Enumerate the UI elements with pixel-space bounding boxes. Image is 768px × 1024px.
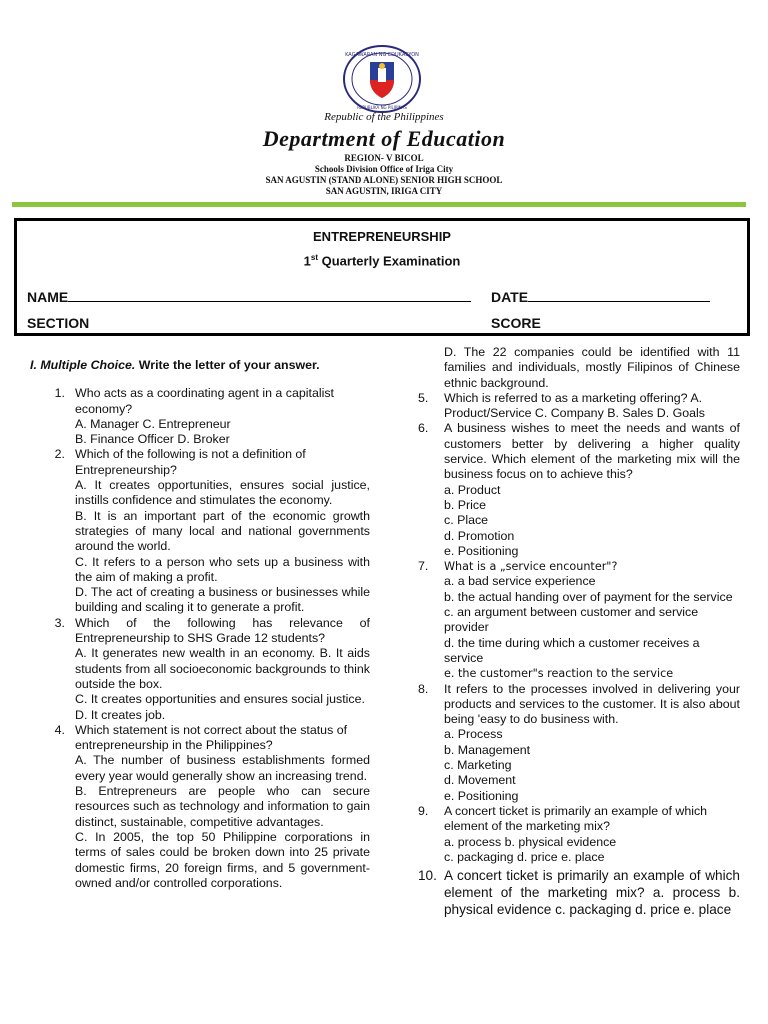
department-title: Department of Education <box>262 126 506 151</box>
quarter-suffix: st <box>310 253 319 262</box>
answer-option: c. an argument between customer and service provider <box>444 605 699 635</box>
section-heading <box>30 358 370 373</box>
answer-option: c. Place <box>444 513 489 528</box>
question-number: 6. <box>418 421 429 436</box>
question-6 <box>418 421 740 559</box>
question-text: A concert ticket is primarily an example of which element of the marketing mix? <box>444 803 708 834</box>
section-field: SECTION <box>27 315 90 331</box>
answer-option: D. The 22 companies could be identified with 11 families and individuals, mostly Filipinos of Chinese ethnic background. <box>444 345 740 390</box>
name-field[interactable] <box>27 289 471 305</box>
letterhead <box>0 0 768 210</box>
answer-option: e. the customer"s reaction to the service <box>444 667 674 681</box>
date-blank[interactable] <box>528 290 710 302</box>
answer-option: B. It is an important part of the economic growth strategies of many local and national governments around the world. <box>75 508 370 554</box>
answer-option: e. Positioning <box>444 788 519 803</box>
name-label: NAME <box>27 289 69 305</box>
answer-option: a. Product <box>444 482 501 497</box>
question-text: A business wishes to meet the needs and wants of customers better by delivering a higher quality service. Which element of the marketing mix will the business focus on to achieve this? <box>444 421 740 482</box>
answer-option: C. It creates opportunities and ensures social justice. <box>75 692 365 707</box>
answer-option: C. In 2005, the top 50 Philippine corporations in terms of sales could be broken down into 25 private domestic firms, 20 foreign firms, and 5 government-owned and/or controlled corporations. <box>75 829 370 890</box>
answer-option: a. a bad service experience <box>444 574 596 589</box>
date-label: DATE <box>491 289 529 305</box>
question-text: Which of the following has relevance of Entrepreneurship to SHS Grade 12 students? <box>75 615 370 646</box>
seal-text-top: KAGAWARAN NG EDUKASYON <box>345 52 419 58</box>
question-text: Which statement is not correct about the status of entrepreneurship in the Philippines? <box>75 722 348 753</box>
name-blank[interactable] <box>68 290 471 302</box>
question-number: 1. <box>54 386 65 401</box>
seal-text-bottom: REPUBLIKA NG PILIPINAS <box>357 105 407 110</box>
question-number: 3. <box>54 615 65 630</box>
question-text: It refers to the processes involved in delivering your products and services to the customer. It is also about being 'easy to do business with. <box>444 681 740 727</box>
answer-option: d. Movement <box>444 773 516 788</box>
school-text: SAN AGUSTIN (STAND ALONE) SENIOR HIGH SCHOOL <box>265 175 503 185</box>
question-3 <box>30 616 370 723</box>
answer-option: D. The act of creating a business or businesses while building and scaling it to generate a profit. <box>75 585 370 615</box>
answer-option: b. the actual handing over of payment for the service <box>444 589 733 604</box>
quarter-number: 1 <box>303 253 311 269</box>
left-column <box>30 358 370 891</box>
question-number: 4. <box>54 722 65 737</box>
subject-title: ENTREPRENEURSHIP <box>313 229 451 244</box>
question-8 <box>418 682 740 804</box>
division-text: Schools Division Office of Iriga City <box>314 164 454 174</box>
exam-title <box>17 253 747 268</box>
score-field: SCORE <box>491 315 541 331</box>
question-number: 7. <box>418 559 429 574</box>
answer-option: a. process b. physical evidence <box>444 834 617 849</box>
question-number: 10. <box>418 868 437 884</box>
answer-option: A. It generates new wealth in an economy. B. It aids students from all socioeconomic backgrounds to think outside the box. <box>75 646 370 691</box>
question-4 <box>30 723 370 891</box>
answer-option: b. Management <box>444 742 531 757</box>
answer-option: B. Finance Officer D. Broker <box>75 432 230 447</box>
question-number: 5. <box>418 390 429 405</box>
date-field[interactable] <box>491 289 710 305</box>
answer-option: c. Marketing <box>444 758 512 773</box>
quarter-rest: Quarterly Examination <box>318 253 461 269</box>
answer-option: A. Manager C. Entrepreneur <box>75 416 231 431</box>
question-2 <box>30 447 370 615</box>
answer-option: c. packaging d. price e. place <box>444 849 605 864</box>
question-7 <box>418 559 740 681</box>
answer-option: B. Entrepreneurs are people who can secure resources such as technology and information to gain distinct, sustainable, competitive advantages. <box>75 784 370 829</box>
answer-option: C. It refers to a person who sets up a business with the aim of making a profit. <box>75 554 370 584</box>
answer-option: d. Promotion <box>444 528 515 543</box>
region-text: REGION- V BICOL <box>344 153 424 163</box>
question-5 <box>418 391 740 422</box>
section-heading-rest: Write the letter of your answer. <box>135 358 320 372</box>
question-text: Which of the following is not a definition of Entrepreneurship? <box>75 447 306 477</box>
question-text: A concert ticket is primarily an example of which element of the marketing mix? a. process b. physical evidence c. packaging d. price e. place <box>444 868 740 918</box>
question-text: Who acts as a coordinating agent in a capitalist economy? <box>75 386 334 416</box>
question-9 <box>418 804 740 865</box>
header-divider <box>12 202 746 207</box>
answer-option: b. Price <box>444 497 487 512</box>
answer-option: e. Positioning <box>444 543 519 558</box>
question-1 <box>30 386 370 447</box>
section-heading-italic: I. Multiple Choice. <box>30 358 136 372</box>
question-number: 8. <box>418 681 429 696</box>
question-number: 9. <box>418 803 429 818</box>
answer-option: a. Process <box>444 727 503 742</box>
question-text: Which is referred to as a marketing offering? A. Product/Service C. Company B. Sales D. Goals <box>444 390 705 421</box>
answer-option: A. It creates opportunities, ensures social justice, instills confidence and stimulates the economy. <box>75 478 370 508</box>
question-number: 2. <box>54 447 65 462</box>
answer-option: d. the time during which a customer receives a service <box>444 635 700 665</box>
deped-seal-icon <box>342 44 422 114</box>
answer-option: D. It creates job. <box>75 707 166 722</box>
republic-text: Republic of the Philippines <box>324 111 444 123</box>
right-column <box>418 345 740 918</box>
exam-info-box <box>14 218 750 336</box>
question-10 <box>418 867 740 918</box>
question-text: What is a „service encounter"? <box>444 560 618 574</box>
address-text: SAN AGUSTIN, IRIGA CITY <box>325 186 443 196</box>
answer-option: A. The number of business establishments formed every year would generally show an increasing trend. <box>75 753 370 783</box>
